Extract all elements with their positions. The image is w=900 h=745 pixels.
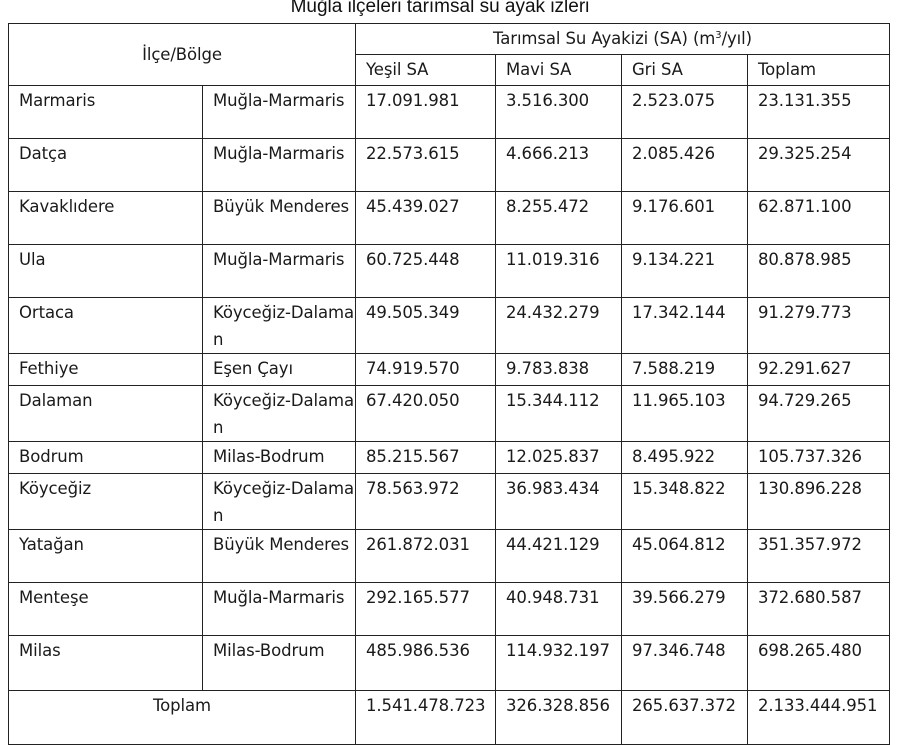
blue-sa-cell: 40.948.731	[496, 583, 622, 636]
totals-row	[9, 691, 890, 745]
total-cell: 62.871.100	[748, 192, 890, 245]
region-cell: Büyük Menderes	[203, 530, 356, 583]
district-cell: Kavaklıdere	[9, 192, 203, 245]
region-cell: Muğla-Marmaris	[203, 583, 356, 636]
region-cell: Eşen Çayı	[203, 354, 356, 386]
totals-blue-sa: 326.328.856	[496, 691, 622, 745]
header-blue-sa: Mavi SA	[496, 55, 622, 86]
table-row	[9, 245, 890, 298]
district-cell: Datça	[9, 139, 203, 192]
blue-sa-cell: 8.255.472	[496, 192, 622, 245]
region-cell: Köyceğiz-Dalaman	[203, 474, 356, 530]
grey-sa-cell: 11.965.103	[622, 386, 748, 442]
district-cell: Ortaca	[9, 298, 203, 354]
green-sa-cell: 17.091.981	[356, 86, 496, 139]
totals-grey-sa: 265.637.372	[622, 691, 748, 745]
green-sa-cell: 485.986.536	[356, 636, 496, 691]
header-group-prefix: Tarımsal Su Ayakizi (SA) (m	[493, 29, 716, 48]
district-cell: Yatağan	[9, 530, 203, 583]
table-caption: Muğla ilçeleri tarımsal su ayak izleri	[290, 0, 590, 17]
green-sa-cell: 22.573.615	[356, 139, 496, 192]
grey-sa-cell: 7.588.219	[622, 354, 748, 386]
water-footprint-table	[8, 23, 890, 745]
region-cell: Milas-Bodrum	[203, 442, 356, 474]
grey-sa-cell: 39.566.279	[622, 583, 748, 636]
district-cell: Menteşe	[9, 583, 203, 636]
header-green-sa: Yeşil SA	[356, 55, 496, 86]
district-cell: Bodrum	[9, 442, 203, 474]
green-sa-cell: 74.919.570	[356, 354, 496, 386]
table-row	[9, 139, 890, 192]
table-row	[9, 386, 890, 442]
green-sa-cell: 45.439.027	[356, 192, 496, 245]
district-cell: Dalaman	[9, 386, 203, 442]
total-cell: 105.737.326	[748, 442, 890, 474]
table-row	[9, 298, 890, 354]
table-row	[9, 442, 890, 474]
green-sa-cell: 60.725.448	[356, 245, 496, 298]
totals-total: 2.133.444.951	[748, 691, 890, 745]
table-row	[9, 583, 890, 636]
header-grey-sa: Gri SA	[622, 55, 748, 86]
total-cell: 130.896.228	[748, 474, 890, 530]
table-row	[9, 354, 890, 386]
header-group-suffix: /yıl)	[721, 29, 752, 48]
region-cell: Muğla-Marmaris	[203, 139, 356, 192]
green-sa-cell: 78.563.972	[356, 474, 496, 530]
table-row	[9, 530, 890, 583]
grey-sa-cell: 2.085.426	[622, 139, 748, 192]
region-cell: Milas-Bodrum	[203, 636, 356, 691]
total-cell: 372.680.587	[748, 583, 890, 636]
green-sa-cell: 67.420.050	[356, 386, 496, 442]
blue-sa-cell: 12.025.837	[496, 442, 622, 474]
blue-sa-cell: 114.932.197	[496, 636, 622, 691]
total-cell: 29.325.254	[748, 139, 890, 192]
total-cell: 80.878.985	[748, 245, 890, 298]
total-cell: 94.729.265	[748, 386, 890, 442]
header-group-superscript: 3	[715, 30, 722, 41]
district-cell: Köyceğiz	[9, 474, 203, 530]
grey-sa-cell: 9.134.221	[622, 245, 748, 298]
blue-sa-cell: 15.344.112	[496, 386, 622, 442]
region-cell: Muğla-Marmaris	[203, 245, 356, 298]
blue-sa-cell: 44.421.129	[496, 530, 622, 583]
green-sa-cell: 49.505.349	[356, 298, 496, 354]
table-row	[9, 86, 890, 139]
total-cell: 91.279.773	[748, 298, 890, 354]
district-cell: Fethiye	[9, 354, 203, 386]
header-total: Toplam	[748, 55, 890, 86]
total-cell: 351.357.972	[748, 530, 890, 583]
header-group-title	[356, 24, 890, 55]
blue-sa-cell: 3.516.300	[496, 86, 622, 139]
header-district-region: İlçe/Bölge	[9, 24, 356, 86]
totals-green-sa: 1.541.478.723	[356, 691, 496, 745]
table-row	[9, 636, 890, 691]
grey-sa-cell: 15.348.822	[622, 474, 748, 530]
green-sa-cell: 292.165.577	[356, 583, 496, 636]
blue-sa-cell: 36.983.434	[496, 474, 622, 530]
district-cell: Marmaris	[9, 86, 203, 139]
table-row	[9, 474, 890, 530]
green-sa-cell: 85.215.567	[356, 442, 496, 474]
district-cell: Milas	[9, 636, 203, 691]
district-cell: Ula	[9, 245, 203, 298]
region-cell: Muğla-Marmaris	[203, 86, 356, 139]
grey-sa-cell: 45.064.812	[622, 530, 748, 583]
green-sa-cell: 261.872.031	[356, 530, 496, 583]
total-cell: 23.131.355	[748, 86, 890, 139]
total-cell: 92.291.627	[748, 354, 890, 386]
blue-sa-cell: 24.432.279	[496, 298, 622, 354]
grey-sa-cell: 8.495.922	[622, 442, 748, 474]
totals-label: Toplam	[9, 691, 356, 745]
region-cell: Büyük Menderes	[203, 192, 356, 245]
grey-sa-cell: 97.346.748	[622, 636, 748, 691]
table-row	[9, 192, 890, 245]
region-cell: Köyceğiz-Dalaman	[203, 386, 356, 442]
grey-sa-cell: 2.523.075	[622, 86, 748, 139]
blue-sa-cell: 4.666.213	[496, 139, 622, 192]
grey-sa-cell: 17.342.144	[622, 298, 748, 354]
total-cell: 698.265.480	[748, 636, 890, 691]
grey-sa-cell: 9.176.601	[622, 192, 748, 245]
header-row-group	[9, 24, 890, 55]
blue-sa-cell: 9.783.838	[496, 354, 622, 386]
region-cell: Köyceğiz-Dalaman	[203, 298, 356, 354]
blue-sa-cell: 11.019.316	[496, 245, 622, 298]
